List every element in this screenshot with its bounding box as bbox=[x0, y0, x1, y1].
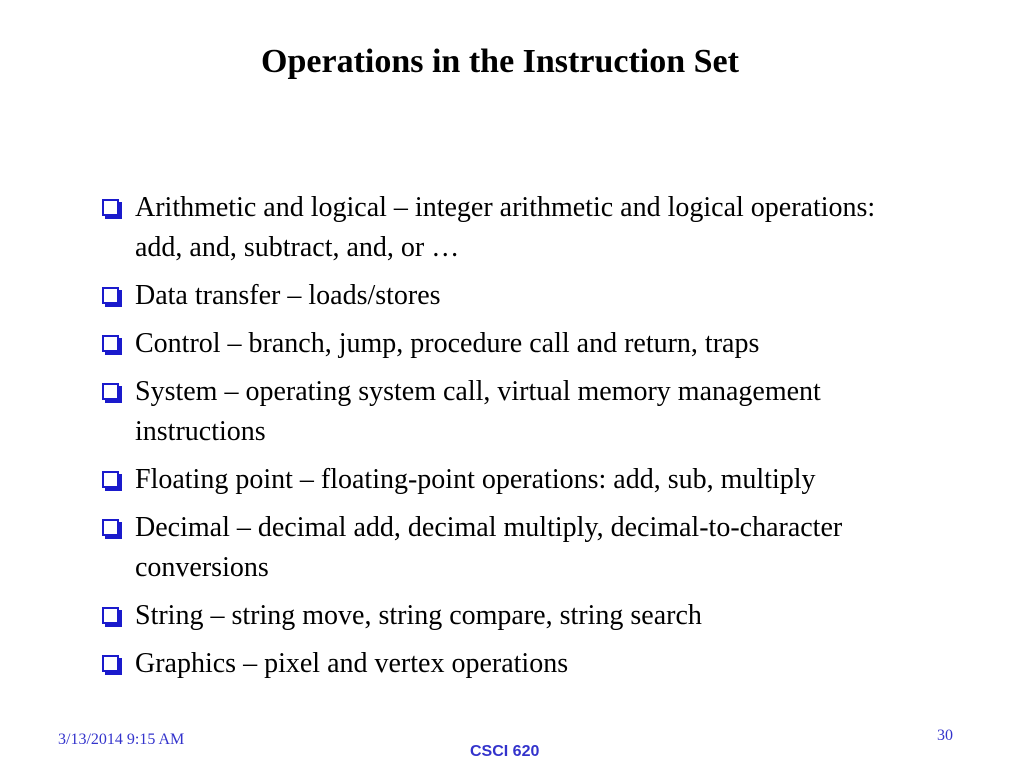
checkbox-bullet-icon bbox=[102, 655, 119, 672]
checkbox-bullet-icon bbox=[102, 199, 119, 216]
bullet-list bbox=[100, 188, 900, 692]
checkbox-bullet-icon bbox=[102, 335, 119, 352]
bullet-text: Floating point – floating-point operations: add, sub, multiply bbox=[135, 464, 816, 495]
bullet-text: Graphics – pixel and vertex operations bbox=[135, 648, 569, 679]
slide-title: Operations in the Instruction Set bbox=[261, 43, 739, 80]
bullet-text: Arithmetic and logical – integer arithmetic and logical operations: add, and, subtract, and, or … bbox=[135, 192, 876, 263]
bullet-text: String – string move, string compare, string search bbox=[135, 600, 702, 631]
bullet-text: Data transfer – loads/stores bbox=[135, 280, 441, 311]
checkbox-bullet-icon bbox=[102, 607, 119, 624]
bullet-text: Decimal – decimal add, decimal multiply, decimal-to-character conversions bbox=[135, 512, 843, 583]
footer-course-label: CSCI 620 bbox=[470, 743, 540, 760]
bullet-item-graphics bbox=[100, 644, 900, 684]
bullet-item-system bbox=[100, 372, 900, 452]
checkbox-bullet-icon bbox=[102, 471, 119, 488]
bullet-text: System – operating system call, virtual memory management instructions bbox=[135, 376, 821, 447]
bullet-item-arithmetic bbox=[100, 188, 900, 268]
bullet-item-floating-point bbox=[100, 460, 900, 500]
bullet-text: Control – branch, jump, procedure call and return, traps bbox=[135, 328, 760, 359]
checkbox-bullet-icon bbox=[102, 383, 119, 400]
bullet-item-data-transfer bbox=[100, 276, 900, 316]
checkbox-bullet-icon bbox=[102, 287, 119, 304]
bullet-item-decimal bbox=[100, 508, 900, 588]
checkbox-bullet-icon bbox=[102, 519, 119, 536]
bullet-item-string bbox=[100, 596, 900, 636]
bullet-item-control bbox=[100, 324, 900, 364]
footer-date: 3/13/2014 9:15 AM bbox=[58, 731, 185, 748]
page-number: 30 bbox=[937, 727, 953, 744]
